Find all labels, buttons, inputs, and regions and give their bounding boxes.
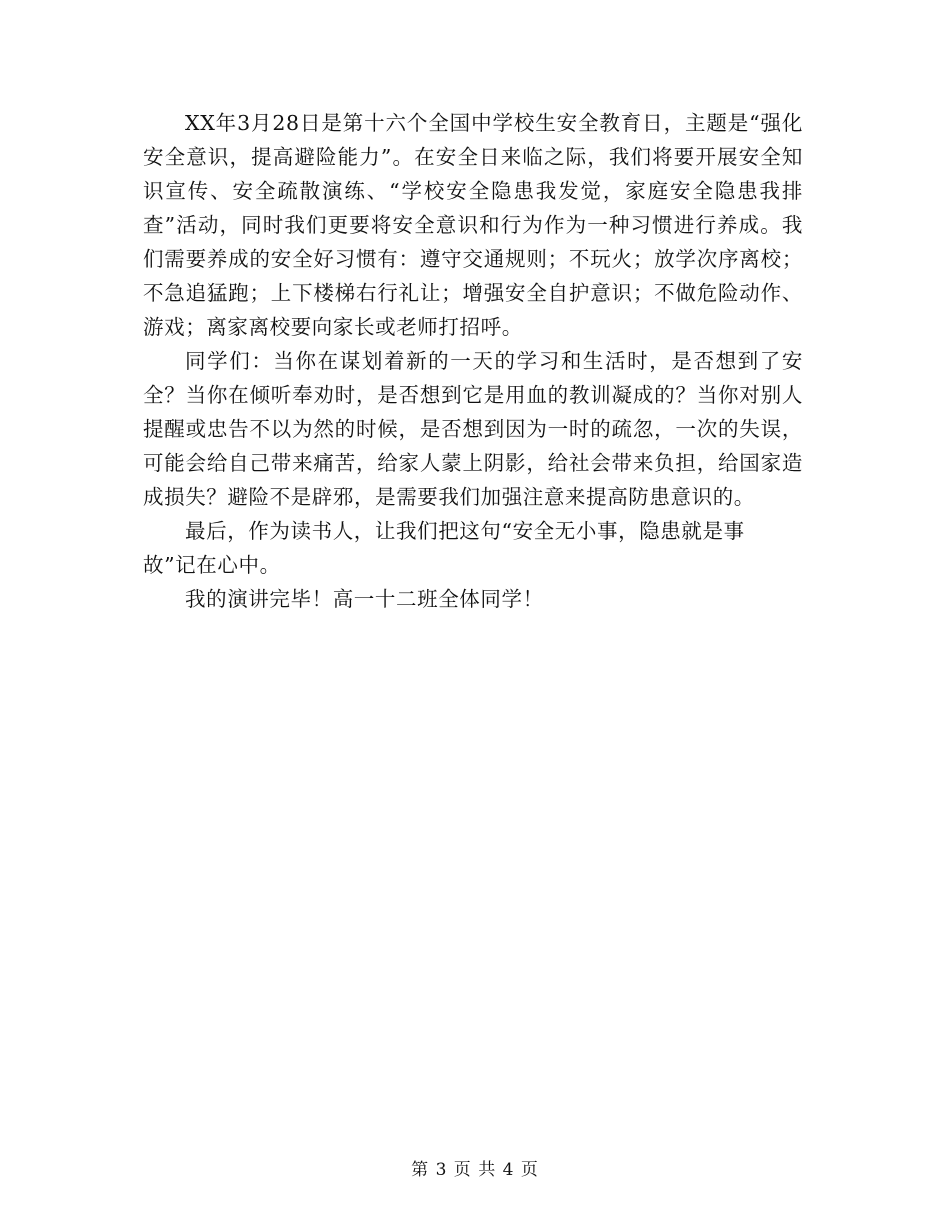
paragraph-closing: 最后，作为读书人，让我们把这句“安全无小事，隐患就是事 故”记在心中。 [143,519,745,577]
paragraph-safety-day: XX年3月28日是第十六个全国中学校生安全教育日，主题是“强化安全意识，提高避险能力”。在安全日来临之际，我们将要开展安全知识宣传、安全疏散演练、“学校安全隐患我发觉，家庭安全隐患我排查”活动，同时我们更要将安全意识和行为作为一种习惯进行养成。我们需要养成的安全好习惯有：遵守交通规则；不玩火；放学次序离校；不急追猛跑；上下楼梯右行礼让；增强安全自护意识；不做危险动作、游戏；离家离校要向家长或老师打招呼。 [143,111,803,339]
speech-body [143,106,803,616]
paragraph-sign-off: 我的演讲完毕！高一十二班全体同学！ [185,587,544,611]
paragraph-classmates: 同学们：当你在谋划着新的一天的学习和生活时，是否想到了安全？当你在倾听奉劝时，是否想到它是用血的教训凝成的？当你对别人提醒或忠告不以为然的时候，是否想到因为一时的疏忽，一次的失误，可能会给自己带来痛苦，给家人蒙上阴影，给社会带来负担，给国家造成损失？避险不是辟邪，是需要我们加强注意来提高防患意识的。 [143,349,803,509]
page-number-footer: 第 3 页 共 4 页 [411,1160,539,1180]
